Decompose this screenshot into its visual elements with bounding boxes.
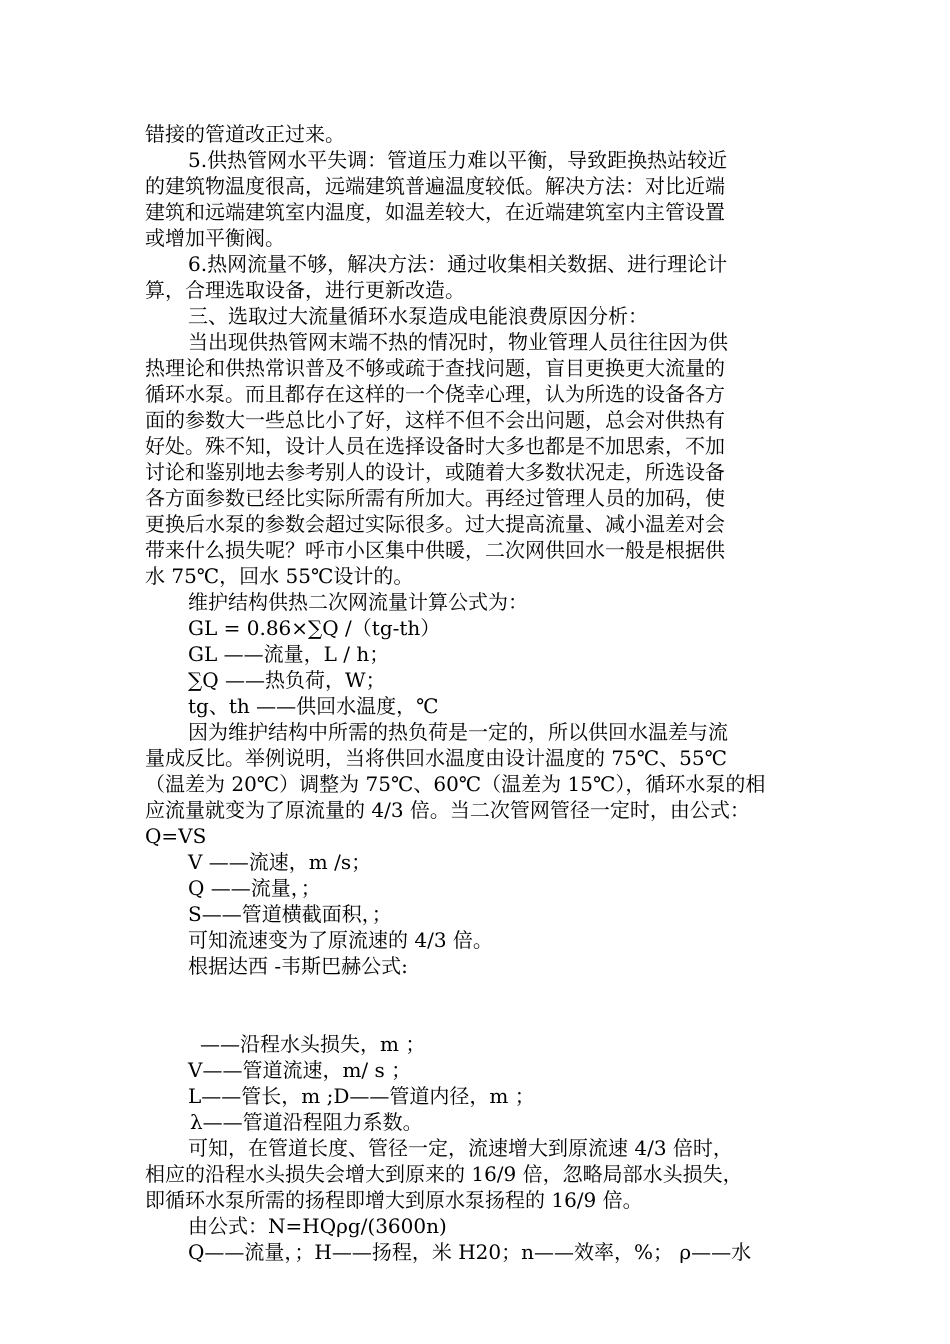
text-line: Q——流量，；H——扬程，米 H20；n——效率，%； ρ——水	[188, 1240, 752, 1264]
formula-line: V——管道流速，m/ s ；	[188, 1058, 412, 1082]
text-line: 算，合理选取设备，进行更新改造。	[145, 278, 465, 302]
text-line: 5.供热管网水平失调：管道压力难以平衡，导致距换热站较近	[188, 148, 728, 172]
text-line: 错接的管道改正过来。	[145, 122, 345, 146]
text-line: 或增加平衡阀。	[145, 226, 285, 250]
formula-line: ——沿程水头损失，m ；	[200, 1032, 426, 1056]
formula-line: L——管长，m ;D——管道内径，m ；	[188, 1084, 535, 1108]
text-line: 讨论和鉴别地去参考别人的设计，或随着大多数状况走，所选设备	[145, 460, 725, 484]
formula-line: 由公式：N=HQρg/(3600n)	[188, 1214, 447, 1238]
formula-line: Q=VS	[145, 824, 207, 848]
text-line: 应流量就变为了原流量的 4/3 倍。当二次管网管径一定时，由公式：	[145, 798, 750, 822]
text-line: 量成反比。举例说明，当将供回水温度由设计温度的 75℃、55℃	[145, 746, 728, 770]
text-line: 即循环水泵所需的扬程即增大到原水泵扬程的 16/9 倍。	[145, 1188, 643, 1212]
text-line: 带来什么损失呢？呼市小区集中供暖，二次网供回水一般是根据供	[145, 538, 725, 562]
text-line: 热理论和供热常识普及不够或疏于查找问题，盲目更换更大流量的	[145, 356, 725, 380]
text-line: （温差为 20℃）调整为 75℃、60℃（温差为 15℃），循环水泵的相	[145, 772, 766, 796]
formula-line: λ——管道沿程阻力系数。	[190, 1110, 423, 1134]
text-line: 可知流速变为了原流速的 4/3 倍。	[188, 928, 493, 952]
section-heading: 三、选取过大流量循环水泵造成电能浪费原因分析：	[188, 304, 648, 328]
text-line: 6.热网流量不够，解决方法：通过收集相关数据、进行理论计	[188, 252, 728, 276]
formula-line: GL ——流量，L / h；	[188, 642, 390, 666]
text-line: 维护结构供热二次网流量计算公式为：	[188, 590, 528, 614]
text-line: 水 75℃，回水 55℃设计的。	[145, 564, 414, 588]
text-line: 根据达西 -韦斯巴赫公式:	[188, 954, 408, 978]
text-line: 因为维护结构中所需的热负荷是一定的，所以供回水温差与流	[188, 720, 728, 744]
text-line: 好处。殊不知，设计人员在选择设备时大多也都是不加思索，不加	[145, 434, 725, 458]
text-line: 当出现供热管网末端不热的情况时，物业管理人员往往因为供	[188, 330, 728, 354]
formula-line: tg、th ——供回水温度，℃	[188, 694, 439, 718]
formula-line: Q ——流量，；	[188, 876, 321, 900]
text-line: 更换后水泵的参数会超过实际很多。过大提高流量、减小温差对会	[145, 512, 725, 536]
text-line: 面的参数大一些总比小了好，这样不但不会出问题，总会对供热有	[145, 408, 725, 432]
text-line: 的建筑物温度很高，远端建筑普遍温度较低。解决方法：对比近端	[145, 174, 725, 198]
text-line: 相应的沿程水头损失会增大到原来的 16/9 倍，忽略局部水头损失，	[145, 1162, 743, 1186]
text-line: 各方面参数已经比实际所需有所加大。再经过管理人员的加码，使	[145, 486, 725, 510]
formula-line: S——管道横截面积，；	[188, 902, 392, 926]
text-line: 循环水泵。而且都存在这样的一个侥幸心理，认为所选的设备各方	[145, 382, 725, 406]
formula-line: V ——流速，m /s；	[188, 850, 372, 874]
formula-line: GL = 0.86×∑Q /（tg-th）	[188, 616, 441, 640]
formula-line: ∑Q ——热负荷，W；	[188, 668, 386, 692]
text-line: 建筑和远端建筑室内温度，如温差较大，在近端建筑室内主管设置	[145, 200, 725, 224]
text-line: 可知，在管道长度、管径一定，流速增大到原流速 4/3 倍时，	[188, 1136, 733, 1160]
